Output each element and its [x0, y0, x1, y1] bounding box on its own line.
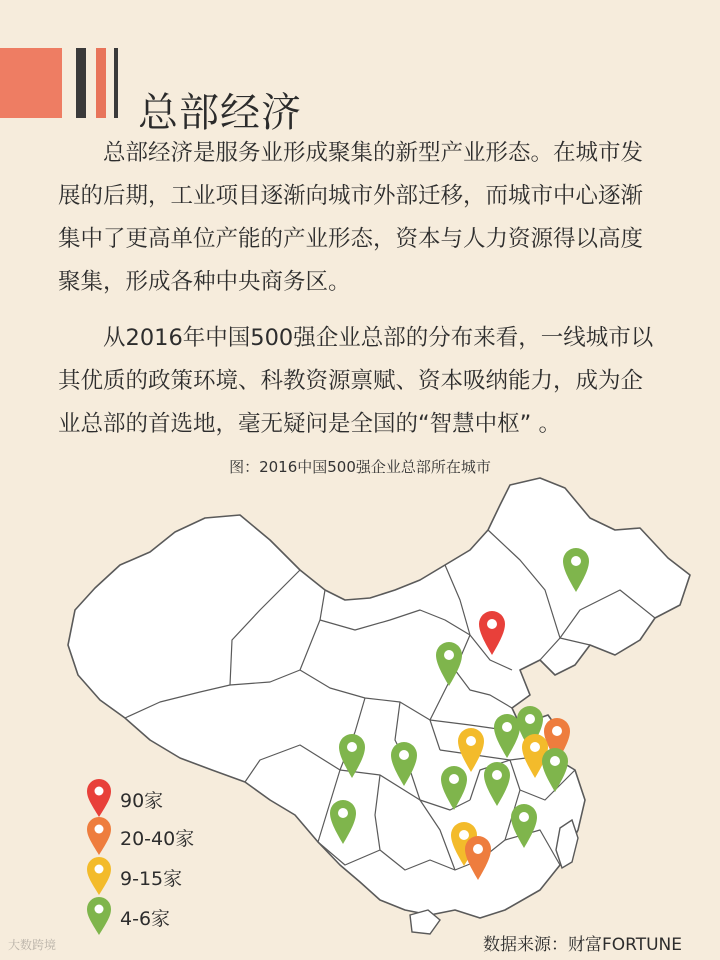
- pin-hole: [519, 812, 529, 822]
- legend-label: 90家: [120, 790, 164, 812]
- legend-item: [86, 896, 286, 936]
- legend-pin-shape: [87, 897, 111, 935]
- map-pin-icon: [86, 778, 112, 818]
- map-caption: 图：2016中国500强企业总部所在城市: [229, 458, 491, 476]
- legend-pin-shape: [87, 817, 111, 855]
- map-pin-icon: [86, 896, 112, 936]
- data-source: 数据来源：财富FORTUNE: [482, 935, 682, 955]
- legend-item: [86, 778, 286, 818]
- legend-item: [86, 856, 286, 896]
- pin-hole: [552, 726, 562, 736]
- map-pin-icon: [86, 816, 112, 856]
- pin-hole: [502, 722, 512, 732]
- page-title: 总部经济: [138, 89, 302, 136]
- pin-hole: [571, 556, 581, 566]
- pin-hole: [459, 830, 469, 840]
- pin-hole: [525, 714, 535, 724]
- pin-hole: [399, 750, 409, 760]
- pin-hole: [338, 808, 348, 818]
- legend-label: 9-15家: [120, 868, 183, 890]
- header-decor-stripe: [76, 48, 86, 118]
- pin-hole: [466, 736, 476, 746]
- pin-hole: [347, 742, 357, 752]
- header-decor-block: [0, 48, 62, 118]
- legend-pin-shape: [87, 779, 111, 817]
- legend-label: 20-40家: [120, 828, 195, 850]
- header-decor-stripe: [114, 48, 118, 118]
- watermark: 大数跨境: [8, 938, 57, 952]
- pin-hole: [473, 844, 483, 854]
- pin-hole: [492, 770, 502, 780]
- intro-paragraph: 总部经济是服务业形成聚集的新型产业形态。在城市发展的后期，工业项目逐渐向城市外部迁移，而城市中心逐渐集中了更高单位产能的产业形态，资本与人力资源得以高度聚集，形成各种中央商务区。: [58, 140, 644, 295]
- legend-pin-shape: [87, 857, 111, 895]
- map-pin-icon: [86, 856, 112, 896]
- pin-hole: [530, 742, 540, 752]
- pin-hole: [449, 774, 459, 784]
- pin-hole: [487, 619, 497, 629]
- legend-item: [86, 816, 286, 856]
- legend-label: 4-6家: [120, 908, 171, 930]
- pin-hole: [444, 650, 454, 660]
- header-decor-stripe: [96, 48, 106, 118]
- pin-hole: [550, 756, 560, 766]
- analysis-paragraph: 从2016年中国500强企业总部的分布来看，一线城市以其优质的政策环境、科教资源禀赋、资本吸纳能力，成为企业总部的首选地，毫无疑问是全国的“智慧中枢” 。: [58, 325, 654, 437]
